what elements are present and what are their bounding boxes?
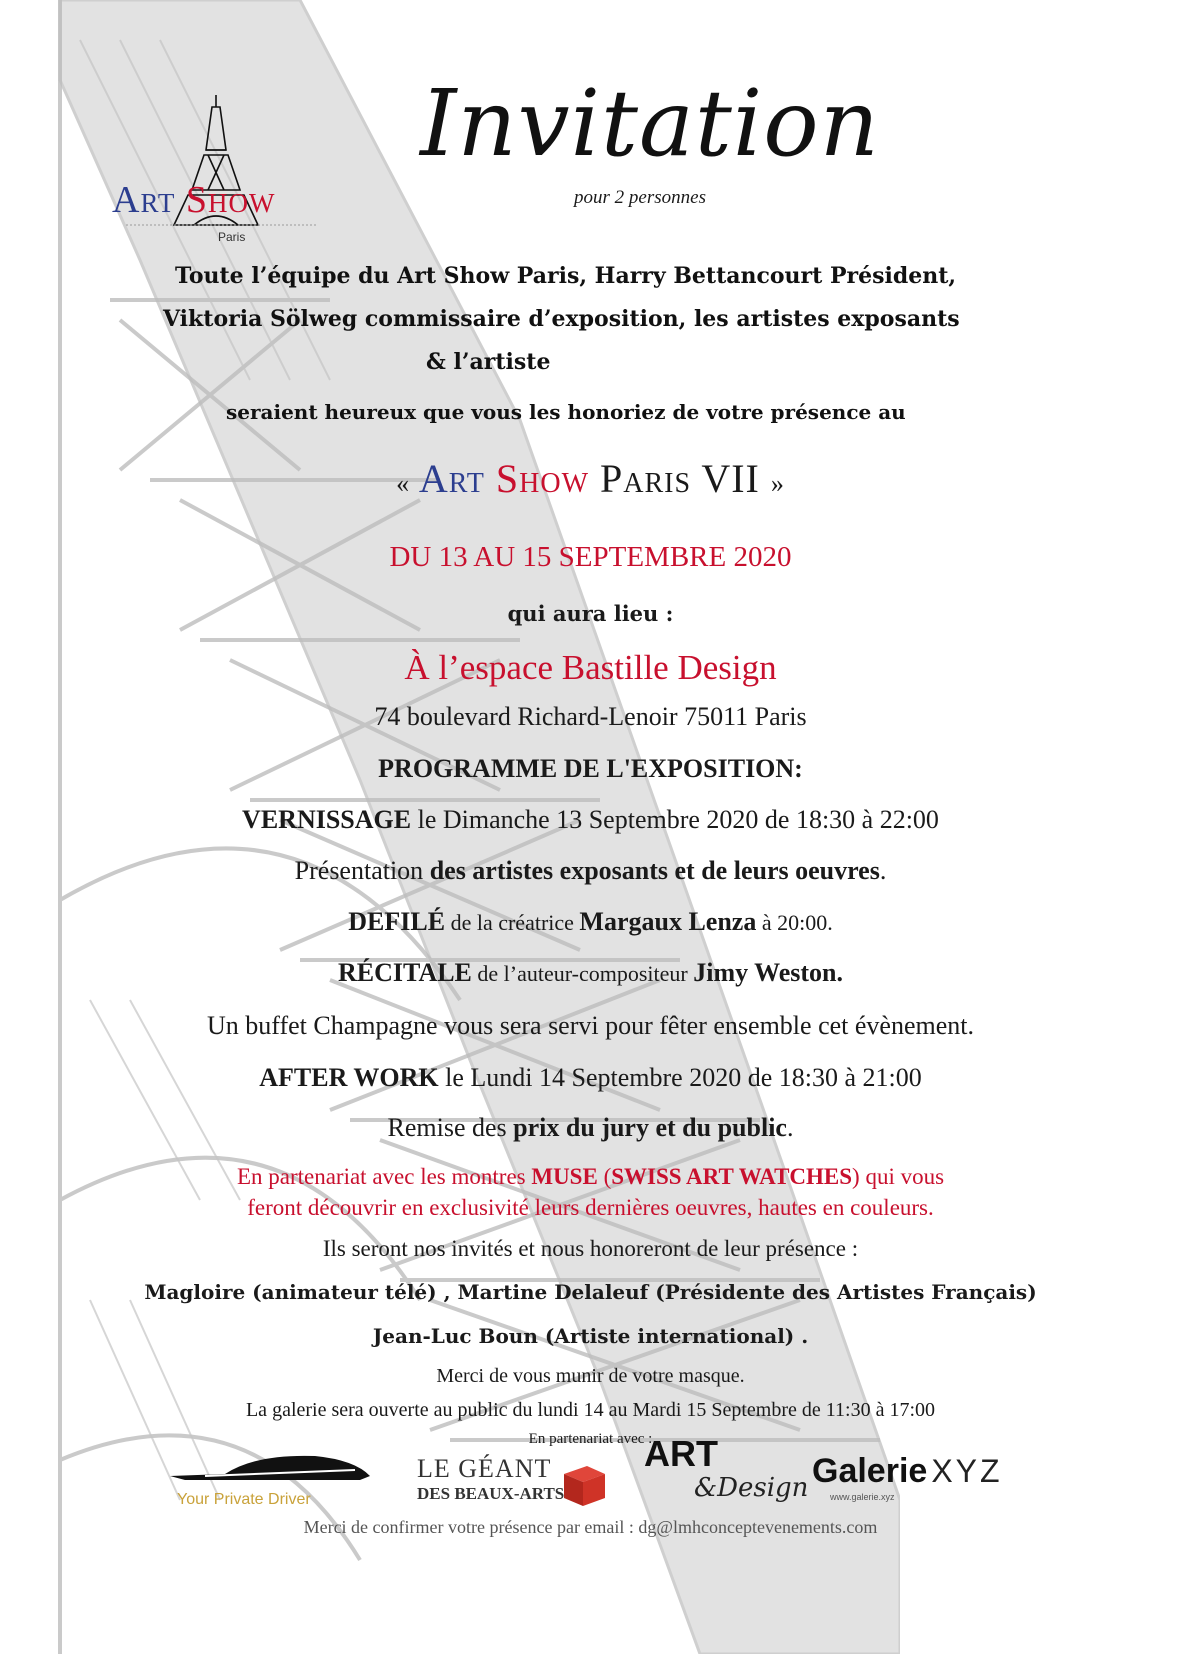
page-title: Invitation xyxy=(420,70,880,177)
sponsor-galerie-xyz xyxy=(812,1452,1022,1512)
programme-vernissage xyxy=(0,805,1181,835)
defile-text: de la créatrice xyxy=(445,910,580,935)
programme-recitale xyxy=(0,958,1181,988)
remise-end: . xyxy=(786,1113,794,1142)
guests-line-1: Magloire (animateur télé) , Martine Delaleuf (Présidente des Artistes Français) xyxy=(144,1280,1037,1304)
vernissage-details: le Dimanche 13 Septembre 2020 de 18:30 à 22:00 xyxy=(411,805,939,834)
defile-label: DEFILÉ xyxy=(348,907,446,936)
venue-address: 74 boulevard Richard-Lenoir 75011 Paris xyxy=(374,702,807,731)
event-name-paris: Paris VII xyxy=(600,456,760,501)
defile-time: à 20:00. xyxy=(756,910,833,935)
venue-name: À l’espace Bastille Design xyxy=(404,648,777,687)
partnership-brand: MUSE xyxy=(531,1164,598,1189)
programme-buffet: Un buffet Champagne vous sera servi pour fêter ensemble cet évènement. xyxy=(207,1011,974,1040)
partnership-line-2: feront découvrir en exclusivité leurs dernières oeuvres, hautes en couleurs. xyxy=(247,1195,934,1220)
event-name-art: Art xyxy=(418,456,485,501)
art-design-art: ART xyxy=(644,1433,718,1474)
partnership-line1-end: ) qui vous xyxy=(852,1164,945,1189)
galerie-url: www.galerie.xyz xyxy=(830,1492,895,1502)
galerie-text: Galerie xyxy=(812,1452,928,1490)
afterwork-label: AFTER WORK xyxy=(259,1063,439,1092)
galerie-xyz-text: XYZ xyxy=(931,1453,1003,1489)
logo-show-text: Show xyxy=(185,179,276,221)
presentation-end: . xyxy=(879,856,887,885)
page-subtitle: pour 2 personnes xyxy=(574,187,706,208)
sponsor-geant-beaux-arts xyxy=(417,1454,617,1504)
event-dates: DU 13 AU 15 SEPTEMBRE 2020 xyxy=(389,541,792,573)
presentation-text: Présentation xyxy=(294,856,430,885)
partnership-intro: En partenariat avec les montres xyxy=(236,1164,532,1189)
opening-hours: La galerie sera ouverte au public du lundi 14 au Mardi 15 Septembre de 11:30 à 17:00 xyxy=(245,1399,936,1421)
geant-title: LE GÉANT xyxy=(417,1454,552,1483)
recitale-text: de l’auteur-compositeur xyxy=(471,961,694,986)
partners-label: En partenariat avec : xyxy=(528,1431,653,1447)
rsvp-footer: Merci de confirmer votre présence par email : dg@lmhconceptevenements.com xyxy=(303,1517,878,1537)
intro-line-4: seraient heureux que vous les honoriez de votre présence au xyxy=(226,400,906,424)
guests-intro: Ils seront nos invités et nous honoreront de leur présence : xyxy=(322,1236,859,1261)
partnership-brand-tagline: SWISS ART WATCHES xyxy=(611,1164,853,1189)
place-label: qui aura lieu : xyxy=(507,601,674,626)
afterwork-details: le Lundi 14 Septembre 2020 de 18:30 à 21:00 xyxy=(438,1063,922,1092)
remise-bold: prix du jury et du public xyxy=(513,1113,787,1142)
partnership-open-paren: ( xyxy=(597,1164,612,1189)
logo-art-text: Art xyxy=(112,179,176,221)
vernissage-label: VERNISSAGE xyxy=(242,805,412,834)
partnership-line-1 xyxy=(0,1161,1181,1192)
driver-tagline: Your Private Driver xyxy=(177,1491,311,1508)
art-design-design: &Design xyxy=(694,1473,809,1503)
logo-paris-text: Paris xyxy=(218,230,246,244)
guests-line-2: Jean-Luc Boun (Artiste international) . xyxy=(372,1324,809,1348)
presentation-bold: des artistes exposants et de leurs oeuvres xyxy=(429,856,880,885)
sponsor-art-design xyxy=(644,1433,809,1513)
partnership-text xyxy=(0,1161,1181,1223)
car-logo-icon xyxy=(165,1446,375,1486)
geant-subtitle: DES BEAUX-ARTS xyxy=(417,1484,565,1503)
red-cube-icon xyxy=(559,1460,609,1510)
programme-afterwork xyxy=(0,1063,1181,1093)
intro-line-3: & l’artiste xyxy=(426,349,551,375)
event-open-quote: « xyxy=(396,469,411,498)
defile-designer: Margaux Lenza xyxy=(579,907,757,936)
programme-remise xyxy=(0,1113,1181,1143)
event-close-quote: » xyxy=(770,469,785,498)
intro-line-2: Viktoria Sölweg commissaire d’exposition, les artistes exposants xyxy=(163,306,960,332)
mask-note: Merci de vous munir de votre masque. xyxy=(436,1365,745,1387)
event-name-show: Show xyxy=(495,456,590,501)
event-name xyxy=(0,455,1181,502)
recitale-label: RÉCITALE xyxy=(338,958,472,987)
programme-defile xyxy=(0,907,1181,937)
programme-heading: PROGRAMME DE L'EXPOSITION: xyxy=(378,754,803,783)
intro-line-1: Toute l’équipe du Art Show Paris, Harry Bettancourt Président, xyxy=(175,263,957,289)
sponsor-private-driver xyxy=(165,1446,375,1516)
remise-text: Remise des xyxy=(387,1113,514,1142)
programme-presentation xyxy=(0,856,1181,886)
logo-wordmark xyxy=(112,178,275,222)
recitale-artist: Jimy Weston. xyxy=(693,958,843,987)
